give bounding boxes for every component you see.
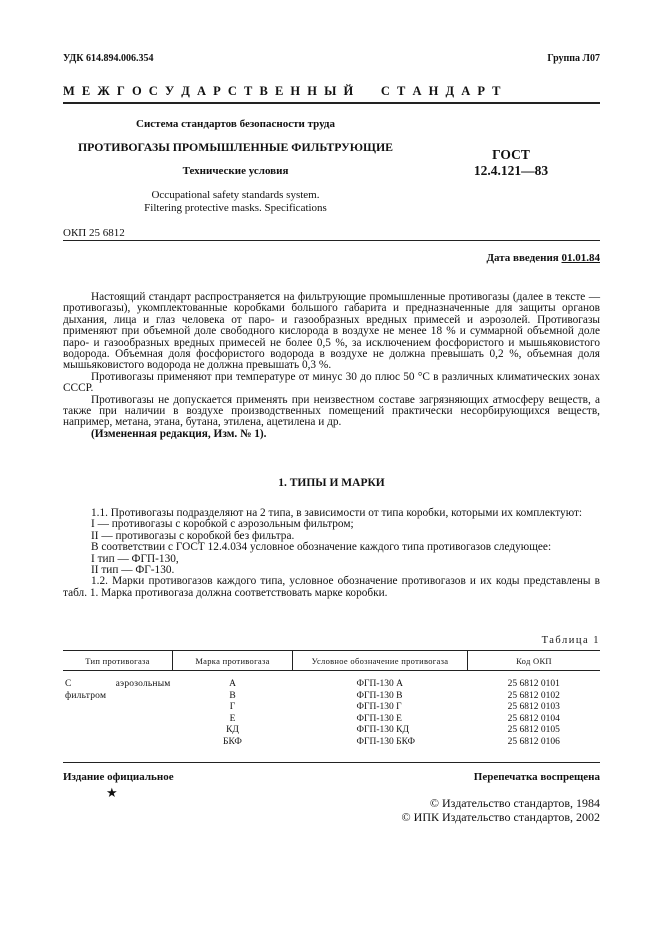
copyright-2002: © ИПК Издательство стандартов, 2002 [401, 810, 600, 824]
okp-code-cell: 25 6812 0103 [507, 702, 560, 712]
type-cell: С аэрозольным фильтром [65, 679, 171, 701]
header-okp-code: Код ОКП [468, 651, 601, 671]
okp-code-cell: 25 6812 0106 [507, 736, 560, 747]
mark-cell: КД [226, 725, 239, 735]
table-header-row [63, 651, 600, 671]
designation-cell: ФГП-130 Е [356, 713, 402, 724]
gost-number: 12.4.121—83 [473, 163, 549, 178]
okp-code-cell: 25 6812 0102 [507, 690, 560, 701]
reprint-prohibited: Перепечатка воспрещена [473, 771, 600, 783]
mark-cell: БКФ [223, 736, 242, 747]
intro-paragraph-3: Противогазы не допускается применять при неизвестном составе загрязняющих атмосферу веществ, а также при наличии в воздухе производственных помещений практически несорбирующихся веществ, например, метана, этана, бутана, этилена, ацетилена и др. [63, 393, 600, 429]
okp-code-cell: 25 6812 0105 [507, 725, 560, 735]
marks-table [63, 650, 600, 752]
intro-date-label: Дата введения [486, 252, 559, 264]
clause-1-2: 1.2. Марки противогазов каждого типа, условное обозначение противогазов и их коды представлены в табл. 1. Марка противогаза должна соответствовать марке коробки. [63, 575, 600, 599]
mark-cell: В [229, 690, 236, 701]
udk-code: УДК 614.894.006.354 [63, 53, 154, 64]
mark-cell: Г [229, 702, 236, 712]
designation-cell: ФГП-130 А [356, 679, 404, 689]
okp-rule [63, 240, 600, 241]
header-mark: Марка противогаза [173, 651, 293, 671]
intro-date [486, 252, 600, 264]
type-2-line: II — противогазы с коробкой без фильтра. [91, 529, 295, 542]
designation-cell: ФГП-130 В [356, 690, 403, 701]
okp-code-column [468, 671, 601, 753]
intro-paragraph-1: Настоящий стандарт распространяется на фильтрующие промышленные противогазы (далее в тексте — противогазы), укомплектованные коробками большого габарита и предназначенные для защиты органов дыхания, лица и глаз человека от паро- и газообразных вредных примесей и аэрозолей. Противогазы применяют при объемной доле свободного кислорода в воздухе не менее 18 % и суммарной объемной доле паро- и газообразных вредных примесей не более 0,5 %, за исключением фосфористого и мышьяковистого водорода. Объемная доля фосфористого водорода в воздухе не должна превышать 0,2 %, объемная доля мышьяковистого водорода не должна превышать 0,3 %. [63, 291, 600, 372]
okp-code-cell: 25 6812 0101 [507, 679, 560, 689]
designation-cell: ФГП-130 Г [356, 702, 402, 712]
footer-rule [63, 762, 600, 763]
designation-cell: ФГП-130 БКФ [356, 736, 416, 747]
mark-cell: Е [229, 713, 236, 724]
amendment-note: (Измененная редакция, Изм. № 1). [91, 427, 267, 440]
type-1-line: I — противогазы с коробкой с аэрозольным фильтром; [91, 518, 354, 531]
official-edition: Издание официальное [63, 771, 174, 783]
group-code: Группа Л07 [547, 53, 600, 64]
table-row [63, 671, 600, 753]
document-title: ПРОТИВОГАЗЫ ПРОМЫШЛЕННЫЕ ФИЛЬТРУЮЩИЕ [77, 140, 394, 154]
english-title-line-1: Occupational safety standards system. [151, 189, 320, 201]
section-1-text [63, 508, 600, 599]
designation-intro: В соответствии с ГОСТ 12.4.034 условное обозначение каждого типа противогазов следующее: [91, 541, 552, 554]
designation-column [293, 671, 468, 753]
mark-column [173, 671, 293, 753]
intro-paragraph-2: Противогазы применяют при температуре от минус 30 до плюс 50 °С в различных климатических зонах СССР. [63, 370, 600, 395]
designation-type-2: II тип — ФГ-130. [91, 564, 175, 577]
header-type: Тип противогаза [63, 651, 173, 671]
intro-text [63, 292, 600, 440]
intro-date-value: 01.01.84 [561, 252, 600, 264]
system-title: Система стандартов безопасности труда [136, 118, 335, 130]
gost-label: ГОСТ [492, 147, 530, 162]
designation-cell: ФГП-130 КД [356, 725, 409, 735]
mark-cell: А [229, 679, 236, 689]
copyright-1984: © Издательство стандартов, 1984 [429, 796, 600, 810]
clause-1-1: 1.1. Противогазы подразделяют на 2 типа, в зависимости от типа коробки, которыми их комплектуют: [91, 507, 583, 519]
banner-rule [63, 102, 600, 104]
designation-type-1: I тип — ФГП-130, [91, 552, 179, 565]
standard-banner: М Е Ж Г О С У Д А Р С Т В Е Н Н Ы Й С Т А Н Д А Р Т [63, 84, 503, 98]
header-designation: Условное обозначение противогаза [293, 651, 468, 671]
section-1-heading: 1. ТИПЫ И МАРКИ [278, 477, 385, 489]
table-caption: Таблица 1 [541, 635, 600, 646]
okp-code: ОКП 25 6812 [63, 227, 125, 239]
star-icon: ★ [106, 785, 118, 800]
english-title-line-2: Filtering protective masks. Specifications [144, 202, 327, 214]
document-subtitle: Технические условия [182, 165, 289, 177]
okp-code-cell: 25 6812 0104 [507, 713, 560, 724]
